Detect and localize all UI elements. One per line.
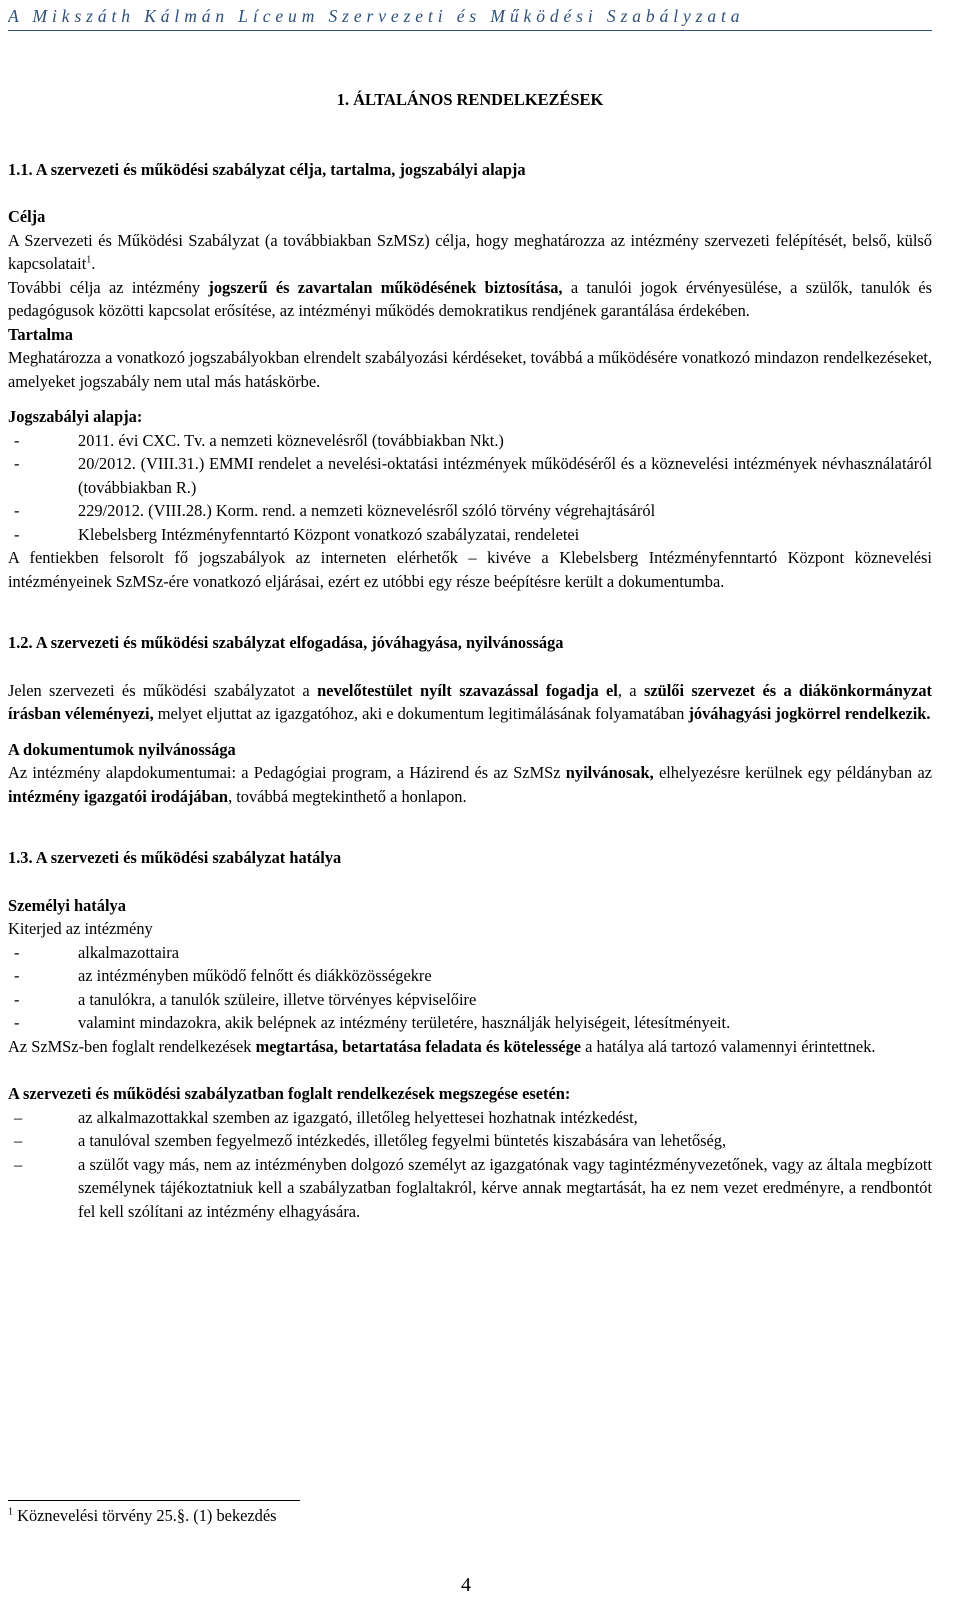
- tartalma-paragraph: Meghatározza a vonatkozó jogszabályokban elrendelt szabályozási kérdéseket, továbbá a működésére vonatkozó mindazon rendelkezéseket, amelyeket jogszabály nem utal más hatáskörbe.: [8, 348, 932, 391]
- list-item: - valamint mindazokra, akik belépnek az intézmény területére, használják helyiségeit, létesítményeit.: [14, 1013, 731, 1032]
- section-1-2-title: 1.2. A szervezeti és működési szabályzat elfogadása, jóváhagyása, nyilvánossága: [8, 633, 564, 652]
- megszeges-list: [8, 1106, 932, 1224]
- footnote: [8, 1506, 277, 1526]
- list-item: - a tanulókra, a tanulók szüleire, illetve törvényes képviselőire: [14, 989, 477, 1009]
- szemelyi-hatalya-heading: Személyi hatálya: [8, 895, 126, 915]
- page-body: [8, 88, 932, 1223]
- list-item: - 2011. évi CXC. Tv. a nemzeti köznevelésről (továbbiakban Nkt.): [14, 430, 504, 450]
- celja-paragraph-1: A Szervezeti és Működési Szabályzat (a továbbiakban SzMSz) célja, hogy meghatározza az intézmény szervezeti felépítését, belső, külső kapcsolatait$^1$.: [8, 230, 932, 273]
- footnote-number: 1: [8, 1506, 13, 1518]
- celja-paragraph-2: További célja az intézmény jogszerű és zavartalan működésének biztosítása, a tanulói jogok érvényesülése, a szülők, tanulók és pedagógusok közötti kapcsolat erősítése, az intézményi működés demokratikus rendjének garantálása érdekében.: [8, 277, 933, 320]
- nyilvanossag-heading: A dokumentumok nyilvánossága: [8, 739, 236, 759]
- celja-heading: Célja: [8, 207, 46, 226]
- nyilvanossag-paragraph: Az intézmény alapdokumentumai: a Pedagógiai program, a Házirend és az SzMSz nyilvánosak, elhelyezésre kerülnek egy példányban az intézmény igazgatói irodájában, továbbá megtekinthető a honlapon.: [8, 763, 932, 806]
- kiterjed-text: Kiterjed az intézmény: [8, 919, 153, 938]
- section-1-title: 1. ÁLTALÁNOS RENDELKEZÉSEK: [336, 90, 604, 109]
- tartalma-heading: Tartalma: [8, 324, 73, 344]
- elfogadas-paragraph: Jelen szervezeti és működési szabályzatot a nevelőtestület nyílt szavazással fogadja el, a szülői szervezet és a diákönkormányzat írásban véleményezi, melyet eljuttat az igazgatóhoz, aki e dokumentum legitimálásának folyamatában jóváhagyási jogkörrel rendelkezik.: [8, 680, 932, 723]
- jogszabalyi-paragraph: A fentiekben felsorolt fő jogszabályok az interneten elérhetők – kivéve a Klebelsberg Intézményfenntartó Központ köznevelési intézményeinek SzMSz-ére vonatkozó eljárásai, ezért ez utóbbi egy része beépítésre került a dokumentumba.: [8, 548, 932, 591]
- jogszabalyi-heading: Jogszabályi alapja:: [8, 407, 143, 426]
- megtartasa-paragraph: Az SzMSz-ben foglalt rendelkezések megtartása, betartatása feladata és kötelessége a hatálya alá tartozó valamennyi érintettnek.: [8, 1036, 876, 1056]
- megszeges-heading: A szervezeti és működési szabályzatban foglalt rendelkezések megszegése esetén:: [8, 1084, 571, 1103]
- list-item: - az intézményben működő felnőtt és diákközösségekre: [14, 966, 432, 985]
- jogszabaly-list: [8, 429, 932, 547]
- list-item: – a szülőt vagy más, nem az intézményben dolgozó személyt az igazgatónak vagy tagintézményvezetőnek, vagy az általa megbízott személynek tájékoztatniuk kell a szabályzatban foglaltakról, kérve annak megtartását, ha ez nem vezet eredményre, a rendbontót fel kell szólítani az intézmény elhagyására.: [14, 1154, 932, 1221]
- list-item: - 20/2012. (VIII.31.) EMMI rendelet a nevelési-oktatási intézmények működéséről és a köznevelési intézmények névhasználatáról (továbbiakban R.): [14, 454, 932, 497]
- list-item: - alkalmazottaira: [14, 942, 180, 962]
- footnote-ref[interactable]: 1: [86, 254, 92, 266]
- hatalya-list: [8, 941, 932, 1035]
- section-1-1-title: 1.1. A szervezeti és működési szabályzat célja, tartalma, jogszabályi alapja: [8, 159, 526, 179]
- page-number: 4: [461, 1574, 471, 1596]
- list-item: - Klebelsberg Intézményfenntartó Központ vonatkozó szabályzatai, rendeletei: [14, 524, 580, 544]
- list-item: – az alkalmazottakkal szemben az igazgató, illetőleg helyettesei hozhatnak intézkedést,: [14, 1107, 638, 1127]
- running-header: A Mikszáth Kálmán Líceum Szervezeti és Működési Szabályzata: [8, 6, 932, 31]
- footnote-divider: [8, 1500, 300, 1501]
- footnote-text: Köznevelési törvény 25.§. (1) bekezdés: [17, 1506, 277, 1525]
- list-item: – a tanulóval szemben fegyelmező intézkedés, illetőleg fegyelmi büntetés kiszabására van lehetőség,: [14, 1131, 727, 1150]
- section-1-3-title: 1.3. A szervezeti és működési szabályzat hatálya: [8, 848, 342, 867]
- list-item: - 229/2012. (VIII.28.) Korm. rend. a nemzeti köznevelésről szóló törvény végrehajtásáról: [14, 501, 656, 520]
